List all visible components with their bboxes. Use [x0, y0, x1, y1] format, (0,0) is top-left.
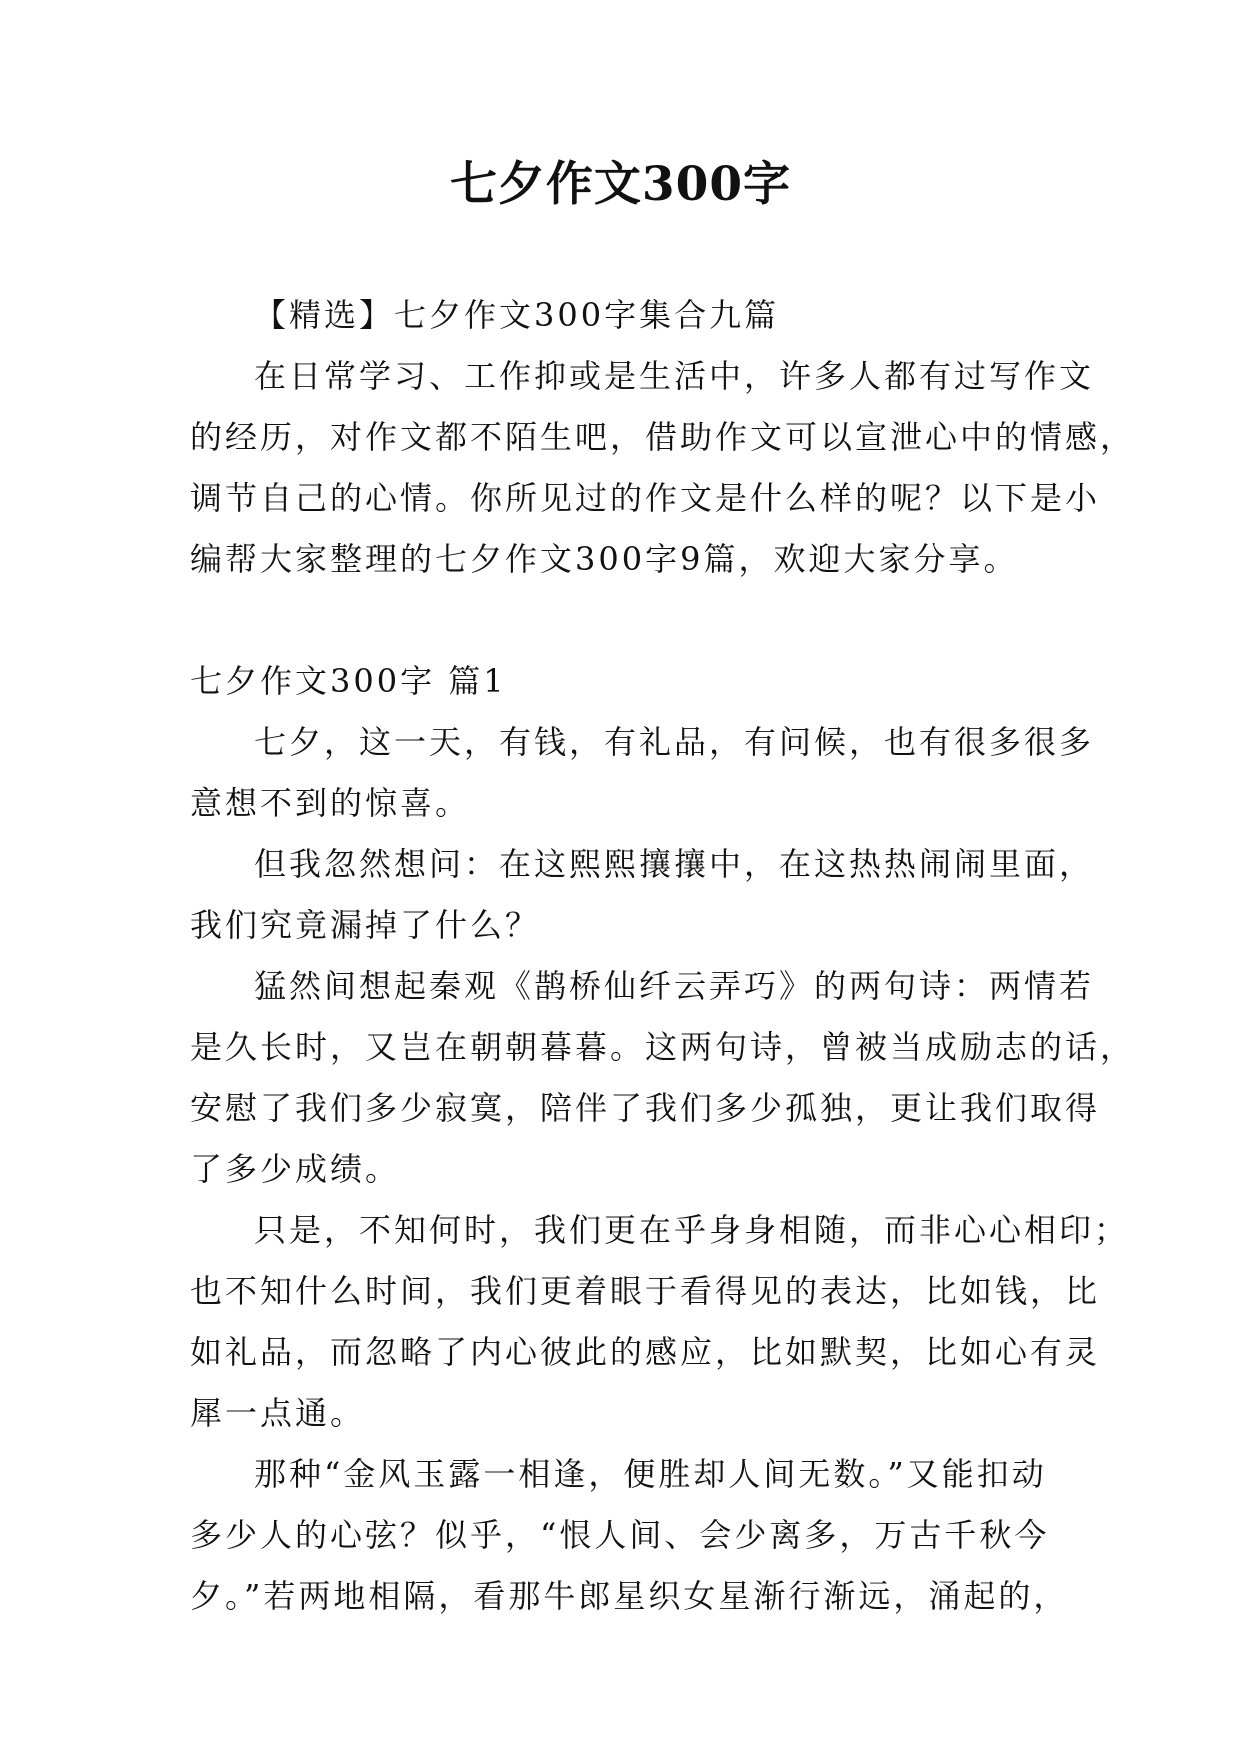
- text-line: 七夕，这一天，有钱，有礼品，有问候，也有很多很多: [254, 723, 1095, 761]
- text-line: 我们究竟漏掉了什么？: [190, 906, 541, 944]
- text-line: 【精选】七夕作文300字集合九篇: [254, 296, 780, 334]
- section-heading: 七夕作文300字 篇1: [190, 662, 507, 700]
- text-line: 意想不到的惊喜。: [190, 784, 471, 822]
- text-line: 在日常学习、工作抑或是生活中，许多人都有过写作文: [254, 357, 1095, 395]
- text-line: 是久长时，又岂在朝朝暮暮。这两句诗，曾被当成励志的话，: [190, 1028, 1136, 1066]
- text-line: 夕。”若两地相隔，看那牛郎星织女星渐行渐远，涌起的，: [190, 1577, 1069, 1615]
- text-line: 编帮大家整理的七夕作文300字9篇，欢迎大家分享。: [190, 540, 1019, 578]
- text-line: 调节自己的心情。你所见过的作文是什么样的呢？以下是小: [190, 479, 1101, 517]
- text-line: 但我忽然想问：在这熙熙攘攘中，在这热热闹闹里面，: [254, 845, 1095, 883]
- text-line: 猛然间想起秦观《鹊桥仙纤云弄巧》的两句诗：两情若: [254, 967, 1095, 1005]
- text-line: 多少人的心弦？似乎，“恨人间、会少离多，万古千秋今: [190, 1516, 1050, 1554]
- text-line: 的经历，对作文都不陌生吧，借助作文可以宣泄心中的情感，: [190, 418, 1136, 456]
- text-line: 也不知什么时间，我们更着眼于看得见的表达，比如钱，比: [190, 1272, 1101, 1310]
- text-line: 如礼品，而忽略了内心彼此的感应，比如默契，比如心有灵: [190, 1333, 1101, 1371]
- text-line: 那种“金风玉露一相逢，便胜却人间无数。”又能扣动: [254, 1455, 1047, 1493]
- blank-line: [190, 590, 1050, 651]
- text-line: 安慰了我们多少寂寞，陪伴了我们多少孤独，更让我们取得: [190, 1089, 1101, 1127]
- text-line: 了多少成绩。: [190, 1150, 401, 1188]
- text-line: 犀一点通。: [190, 1394, 366, 1432]
- document-body: [190, 285, 1136, 1627]
- document-title: 七夕作文300字: [449, 157, 792, 212]
- text-line: 只是，不知何时，我们更在乎身身相随，而非心心相印；: [254, 1211, 1130, 1249]
